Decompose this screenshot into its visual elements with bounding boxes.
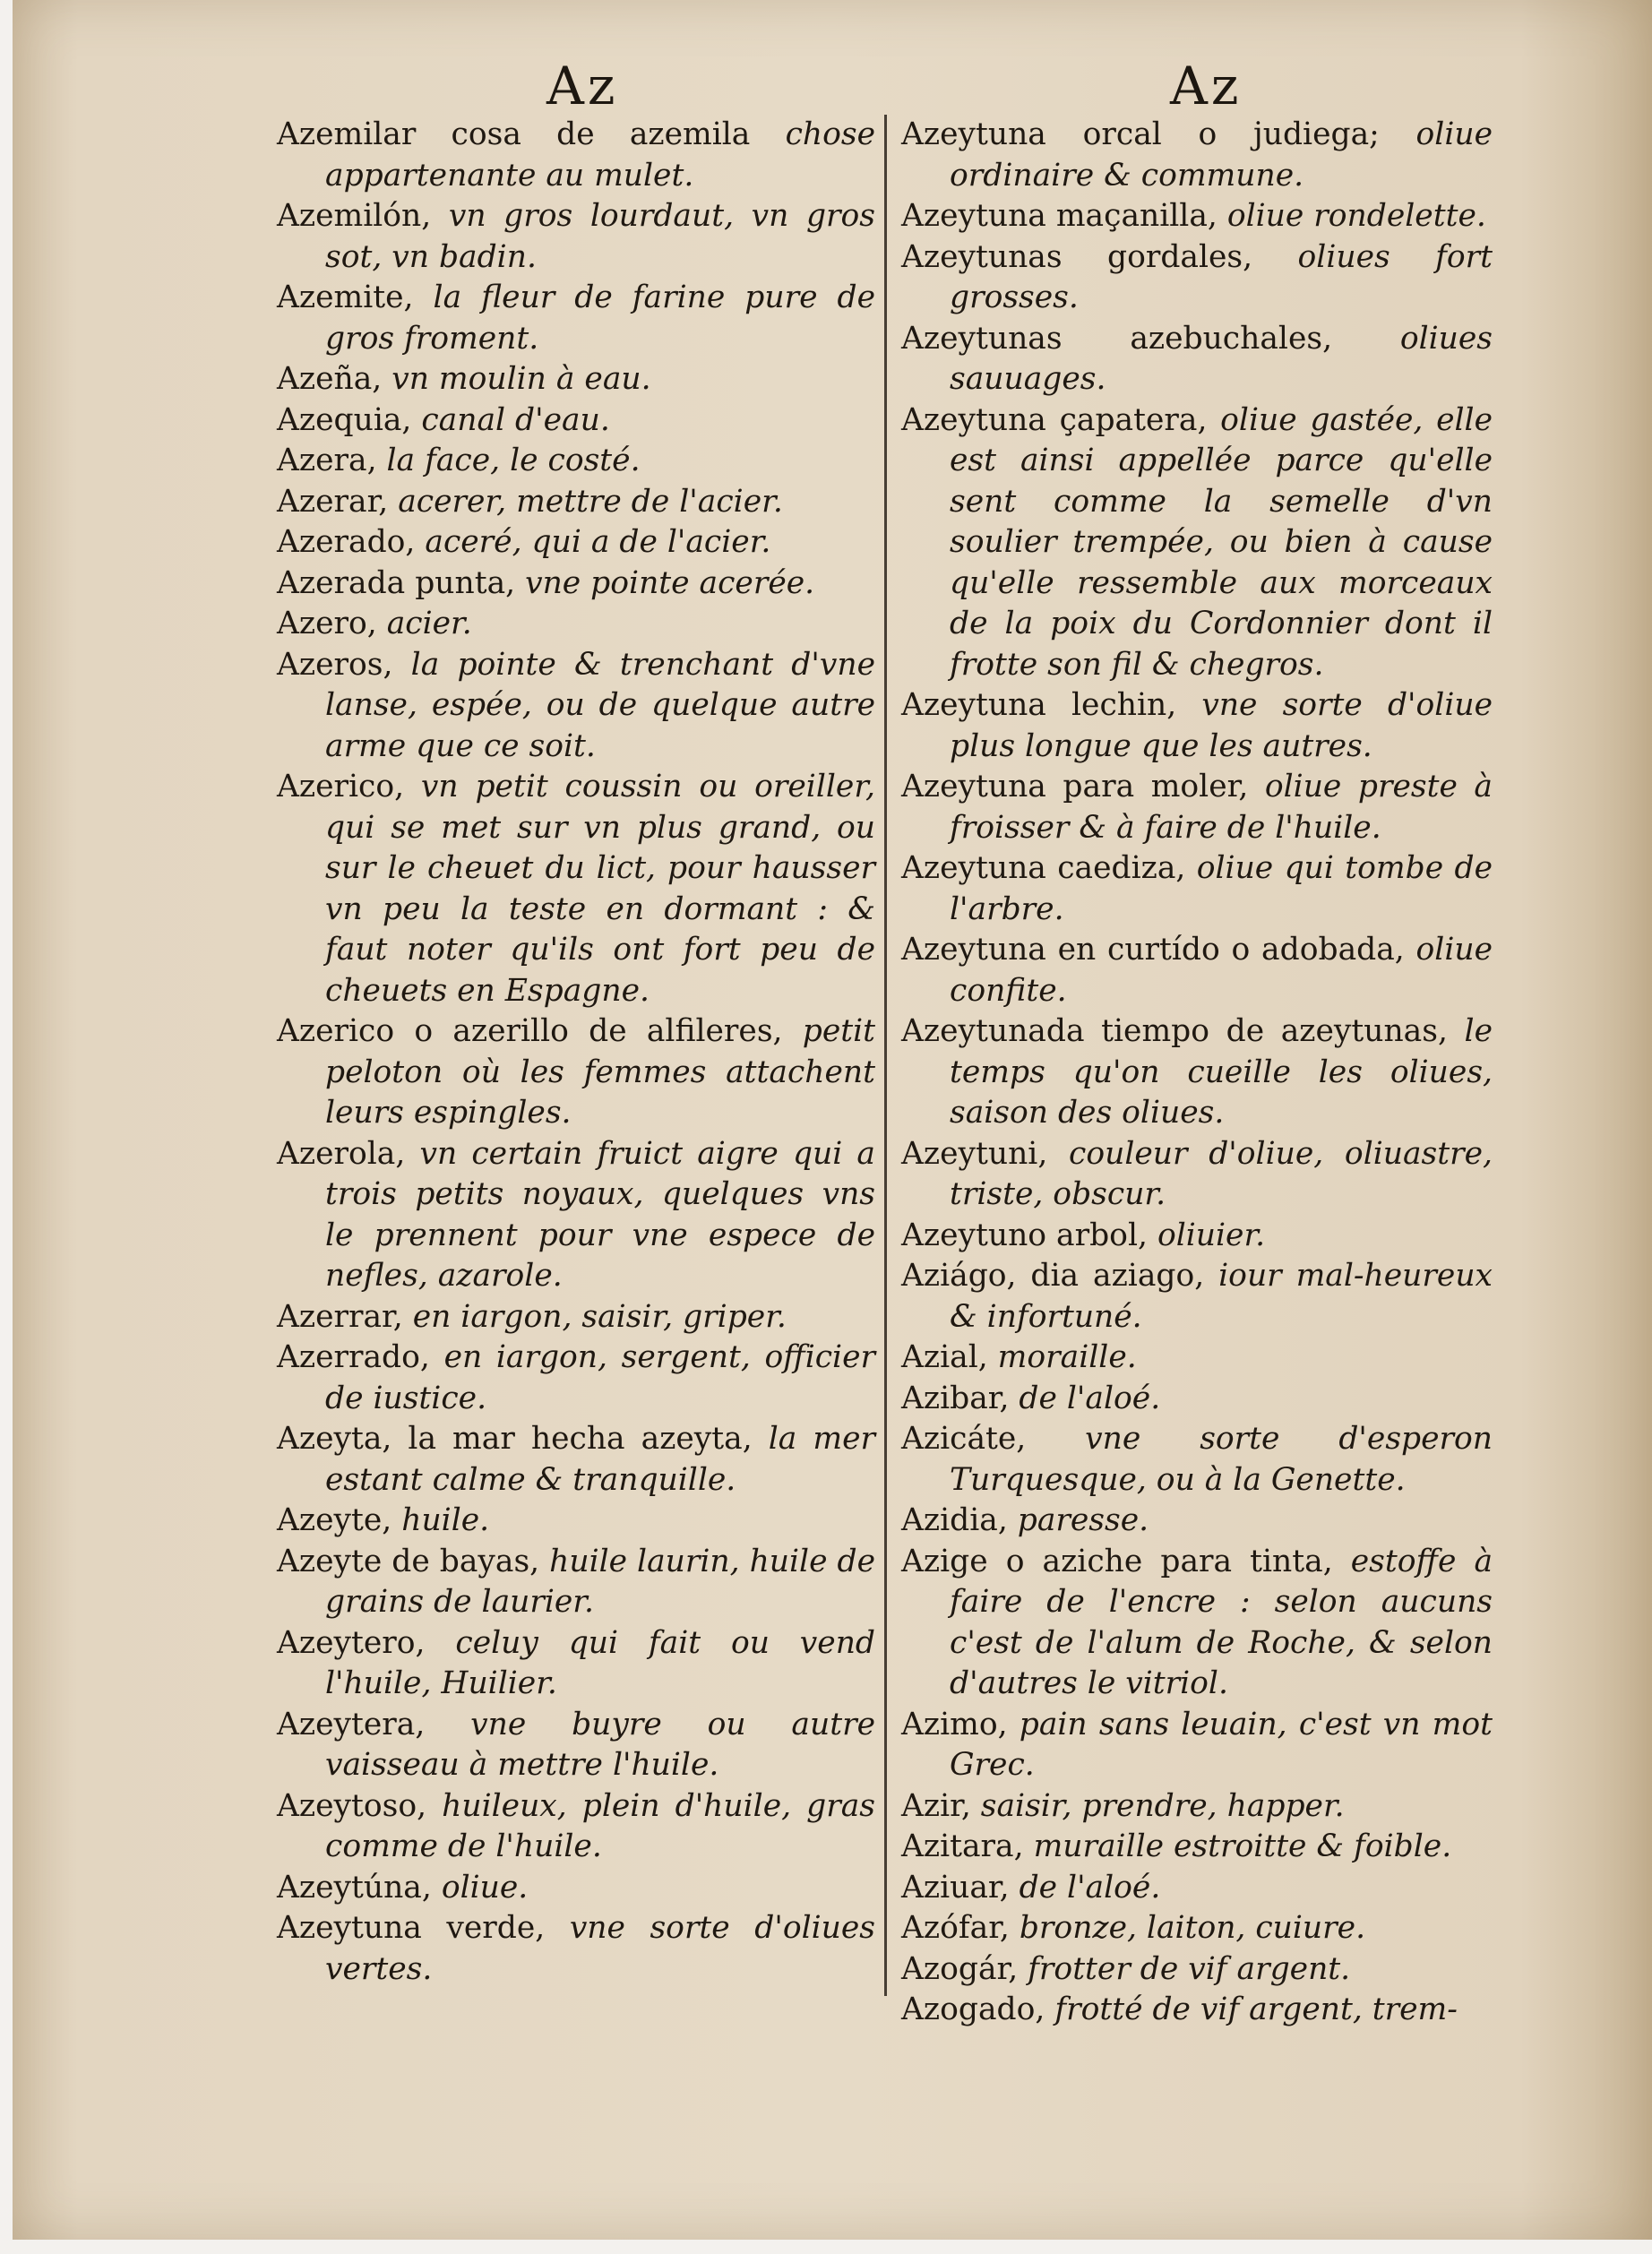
dictionary-entry <box>277 1297 875 1338</box>
dictionary-entry <box>277 767 875 1011</box>
dictionary-entry <box>901 1134 1493 1216</box>
dictionary-entry <box>901 1908 1493 1949</box>
headword: Azeros, <box>277 646 393 683</box>
headword: Azero, <box>277 606 377 641</box>
definition: vn gros lourdaut, vn gros sot, vn badin. <box>325 198 875 275</box>
headword: Azeytuna en curtído o adobada, <box>901 932 1405 968</box>
definition: la pointe & trenchant d'vne lanse, espée, ou de quelque autre arme que ce soit. <box>325 646 876 764</box>
headword: Azige o aziche para tinta, <box>901 1543 1333 1579</box>
headword: Azitara, <box>901 1828 1024 1864</box>
definition: la face, le costé. <box>386 443 641 478</box>
dictionary-entry <box>277 645 875 768</box>
book-page <box>13 0 1652 2240</box>
headword: Azerada punta, <box>277 564 516 601</box>
headword: Azerado, <box>277 524 416 560</box>
definition: acier. <box>386 606 472 641</box>
definition: bronze, laiton, cuiure. <box>1019 1910 1366 1946</box>
definition: oliue ordinaire & commune. <box>950 116 1493 194</box>
definition: oliue preste à froisser & à faire de l'huile. <box>950 769 1493 846</box>
definition: saisir, prendre, happer. <box>980 1787 1345 1824</box>
headword: Azeytuna orcal o judiega; <box>901 116 1380 152</box>
headword: Azerrado, <box>277 1339 430 1375</box>
dictionary-entry <box>277 359 875 400</box>
definition: acerer, mettre de l'acier. <box>398 483 783 520</box>
dictionary-entry <box>277 1542 875 1623</box>
definition: frotté de vif argent, trem- <box>1054 1992 1458 2027</box>
dictionary-entry <box>277 1011 875 1134</box>
dictionary-entry <box>901 1868 1493 1909</box>
dictionary-entry <box>277 564 875 605</box>
headword: Azeña, <box>277 361 383 397</box>
headword: Azimo, <box>901 1706 1008 1742</box>
dictionary-entry <box>901 1501 1493 1542</box>
dictionary-entry <box>901 685 1493 767</box>
definition: iour mal-heureux & infortuné. <box>950 1258 1493 1335</box>
definition: oliue gastée, elle est ainsi appellée parce qu'elle sent comme la semelle d'vn soulier trempée, ou bien à cause qu'elle ressemble aux morceaux de la poix du Cordonnier dont il frotte son fil & chegros. <box>950 401 1493 683</box>
headword: Azófar, <box>901 1910 1010 1946</box>
definition: oliue rondelette. <box>1226 198 1486 234</box>
dictionary-entry <box>901 1786 1493 1828</box>
dictionary-entry <box>901 1419 1493 1501</box>
definition: petit peloton où les femmes attachent leurs espingles. <box>325 1013 875 1131</box>
headword: Azemite, <box>277 280 414 315</box>
headword: Azeytuna lechin, <box>901 687 1177 723</box>
headword: Azequia, <box>277 401 412 438</box>
dictionary-entry <box>901 196 1493 237</box>
headword: Azeytuna maçanilla, <box>901 198 1217 234</box>
dictionary-entry <box>901 930 1493 1011</box>
definition: vne sorte d'esperon Turquesque, ou à la Genette. <box>950 1421 1493 1498</box>
headword: Azeyte, <box>277 1502 392 1538</box>
headword: Azerico o azerillo de alfileres, <box>277 1013 783 1049</box>
headword: Azera, <box>277 443 377 478</box>
definition: oliues sauuages. <box>950 320 1493 397</box>
dictionary-entry <box>277 1501 875 1542</box>
headword: Azerico, <box>277 769 405 804</box>
definition: oliue confite. <box>950 932 1493 1009</box>
definition: vne sorte d'oliues vertes. <box>325 1910 875 1987</box>
headword: Azial, <box>901 1339 988 1375</box>
dictionary-entry <box>277 196 875 278</box>
definition: en iargon, saisir, griper. <box>412 1298 787 1335</box>
definition: en iargon, sergent, officier de iustice. <box>325 1339 875 1416</box>
headword: Azerar, <box>277 483 389 520</box>
dictionary-entry <box>901 400 1493 686</box>
headword: Azogado, <box>901 1992 1045 2027</box>
dictionary-entry <box>901 237 1493 319</box>
definition: vn petit coussin ou oreiller, qui se met sur vn plus grand, ou sur le cheuet du lict, pour hausser vn peu la teste en dormant : & faut noter qu'ils ont fort peu de cheuets en Espagne. <box>325 769 875 1009</box>
dictionary-entry <box>277 1705 875 1786</box>
definition: huile. <box>401 1502 490 1538</box>
definition: la fleur de farine pure de gros froment. <box>325 280 876 357</box>
dictionary-entry <box>277 482 875 523</box>
definition: aceré, qui a de l'acier. <box>425 524 771 560</box>
definition: estoffe à faire de l'encre : selon aucuns c'est de l'alum de Roche, & selon d'autres le vitriol. <box>950 1543 1493 1701</box>
headword: Azir, <box>901 1787 971 1824</box>
dictionary-entry <box>901 115 1493 196</box>
dictionary-entry <box>277 604 875 645</box>
headword: Azeytuno arbol, <box>901 1217 1148 1253</box>
dictionary-entry <box>901 1256 1493 1338</box>
headword: Azeytera, <box>277 1706 426 1742</box>
headword: Azibar, <box>901 1380 1010 1416</box>
dictionary-entry <box>901 1338 1493 1379</box>
headword: Azeytunada tiempo de azeytunas, <box>901 1013 1448 1049</box>
headword: Azeytunas azebuchales, <box>901 320 1333 357</box>
definition: le temps qu'on cueille les oliues, saison des oliues. <box>950 1013 1493 1131</box>
headword: Azeytoso, <box>277 1787 427 1824</box>
definition: la mer estant calme & tranquille. <box>325 1421 875 1498</box>
headword: Aziágo, dia aziago, <box>901 1258 1205 1294</box>
definition: de l'aloé. <box>1019 1380 1161 1416</box>
dictionary-entry <box>277 1623 875 1705</box>
definition: oliue. <box>441 1869 529 1906</box>
dictionary-entry <box>901 1542 1493 1705</box>
definition: couleur d'oliue, oliuastre, triste, obscur. <box>950 1135 1493 1212</box>
dictionary-entry <box>277 441 875 482</box>
definition: oliues fort grosses. <box>950 238 1493 315</box>
definition: moraille. <box>997 1339 1137 1375</box>
definition: chose appartenante au mulet. <box>325 116 876 194</box>
column-divider <box>884 115 887 1996</box>
headword: Azeytúna, <box>277 1869 432 1906</box>
dictionary-entry <box>901 1990 1493 2031</box>
headword: Azeyta, la mar hecha azeyta, <box>277 1421 753 1457</box>
headword: Azeytunas gordales, <box>901 238 1253 275</box>
definition: vne sorte d'oliue plus longue que les autres. <box>950 687 1493 764</box>
headword: Azeyte de bayas, <box>277 1543 540 1579</box>
definition: huile laurin, huile de grains de laurier. <box>325 1543 875 1620</box>
dictionary-entry <box>901 848 1493 930</box>
definition: oliuier. <box>1157 1217 1266 1253</box>
definition: canal d'eau. <box>421 401 610 438</box>
dictionary-entry <box>277 1786 875 1868</box>
headword: Azerola, <box>277 1135 406 1172</box>
definition: vne buyre ou autre vaisseau à mettre l'huile. <box>325 1706 875 1783</box>
headword: Aziuar, <box>901 1869 1010 1906</box>
page-header-right: Az <box>1170 56 1243 116</box>
definition: vn moulin à eau. <box>391 361 651 397</box>
left-column <box>277 115 875 1990</box>
definition: paresse. <box>1017 1502 1149 1538</box>
headword: Azeytuna verde, <box>277 1910 546 1946</box>
dictionary-entry <box>277 278 875 359</box>
headword: Azemilón, <box>277 198 432 234</box>
dictionary-entry <box>277 522 875 564</box>
dictionary-entry <box>277 1908 875 1990</box>
headword: Azeytuna çapatera, <box>901 401 1208 438</box>
headword: Azerrar, <box>277 1298 403 1335</box>
definition: muraille estroitte & foible. <box>1033 1828 1452 1864</box>
dictionary-entry <box>277 115 875 196</box>
dictionary-entry <box>901 319 1493 400</box>
dictionary-entry <box>901 1011 1493 1134</box>
dictionary-entry <box>277 1868 875 1909</box>
headword: Azeytero, <box>277 1624 426 1661</box>
right-column <box>901 115 1493 2031</box>
definition: frotter de vif argent. <box>1028 1950 1351 1987</box>
headword: Azidia, <box>901 1502 1008 1538</box>
dictionary-entry <box>901 1379 1493 1420</box>
definition: celuy qui fait ou vend l'huile, Huilier. <box>325 1624 876 1701</box>
definition: vn certain fruict aigre qui a trois petits noyaux, quelques vns le prennent pour vne espece de nefles, azarole. <box>325 1135 875 1294</box>
headword: Azogár, <box>901 1950 1019 1987</box>
dictionary-entry <box>901 1827 1493 1868</box>
definition: huileux, plein d'huile, gras comme de l'huile. <box>325 1787 875 1864</box>
dictionary-entry <box>277 1338 875 1419</box>
definition: oliue qui tombe de l'arbre. <box>950 850 1493 927</box>
dictionary-entry <box>277 1134 875 1297</box>
dictionary-entry <box>901 1949 1493 1991</box>
headword: Azeytuni, <box>901 1135 1048 1172</box>
dictionary-entry <box>901 1705 1493 1786</box>
dictionary-entry <box>901 767 1493 848</box>
headword: Azeytuna para moler, <box>901 769 1249 804</box>
page-header-left: Az <box>546 56 619 116</box>
dictionary-entry <box>901 1216 1493 1257</box>
headword: Azicáte, <box>901 1421 1027 1457</box>
definition: de l'aloé. <box>1019 1869 1161 1906</box>
dictionary-entry <box>277 1419 875 1501</box>
headword: Azeytuna caediza, <box>901 850 1186 886</box>
dictionary-entry <box>277 400 875 442</box>
headword: Azemilar cosa de azemila <box>277 116 751 152</box>
definition: vne pointe acerée. <box>525 564 815 601</box>
definition: pain sans leuain, c'est vn mot Grec. <box>950 1706 1493 1783</box>
